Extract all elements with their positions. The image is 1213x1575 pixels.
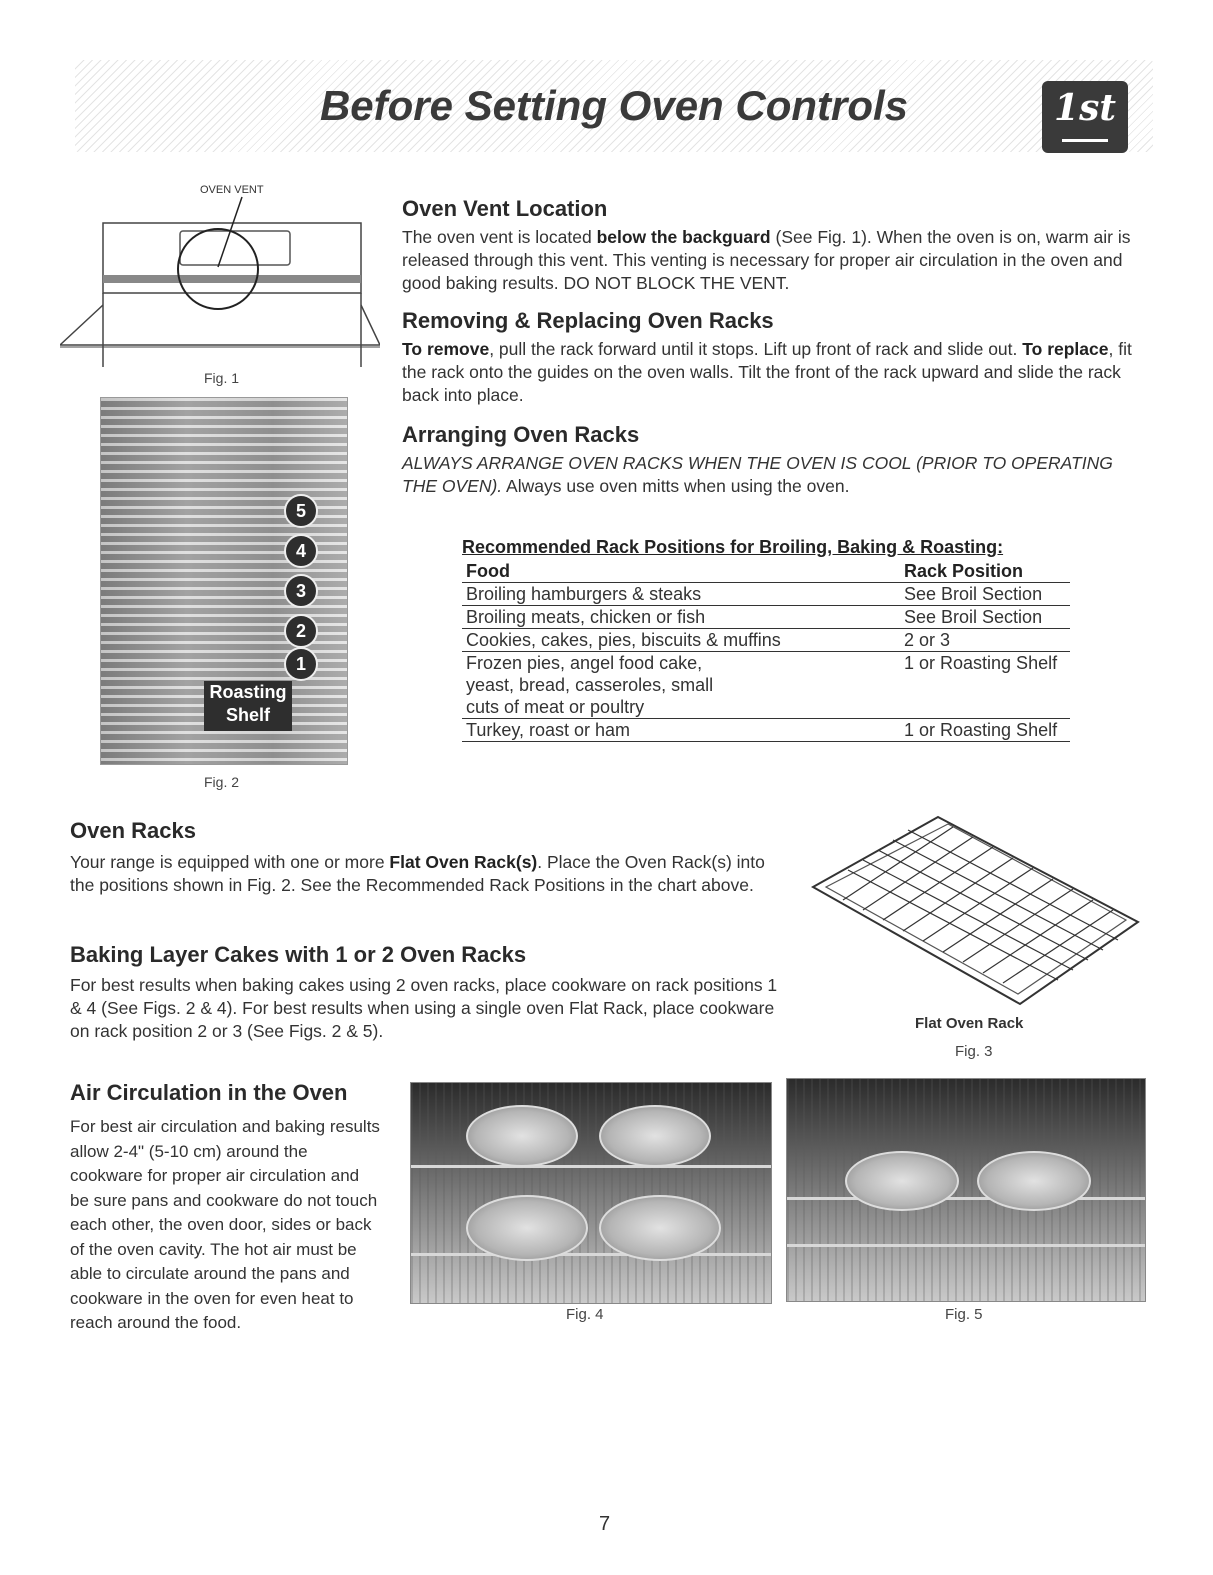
fig5-photo [786, 1078, 1146, 1302]
rack-number-2: 2 [284, 614, 318, 648]
fig1-caption: Fig. 1 [204, 370, 240, 386]
oven-vent-text: The oven vent is located below the backguard (See Fig. 1). When the oven is on, warm air is released through this vent. This venting is necessary for proper air circulation in the oven and good baking results. DO NOT BLOCK THE VENT. [402, 227, 1131, 293]
position-cell: See Broil Section [900, 606, 1070, 629]
fig5-lower-rack [787, 1244, 1145, 1247]
page-number: 7 [599, 1513, 611, 1535]
fig3-flat-rack-drawing [808, 812, 1148, 1012]
table-header-row [462, 560, 1070, 583]
position-cell [900, 696, 1070, 719]
page-title: Before Setting Oven Controls [319, 82, 909, 129]
fig5-rack [787, 1197, 1145, 1200]
position-cell: 2 or 3 [900, 629, 1070, 652]
food-cell: cuts of meat or poultry [462, 696, 900, 719]
oven-vent-heading: Oven Vent Location [402, 196, 608, 221]
fig5-caption: Fig. 5 [945, 1306, 983, 1323]
table-row [462, 583, 1070, 606]
fig2-caption: Fig. 2 [204, 774, 240, 790]
step-badge [1042, 81, 1128, 153]
position-cell [900, 674, 1070, 696]
rack-number-3: 3 [284, 574, 318, 608]
oven-racks-heading: Oven Racks [70, 818, 196, 843]
fig3-caption: Fig. 3 [955, 1043, 993, 1060]
fig4-cake-pan [599, 1105, 711, 1167]
fig1-label: OVEN VENT [200, 184, 264, 196]
fig4-caption: Fig. 4 [566, 1306, 604, 1323]
food-cell: yeast, bread, casseroles, small [466, 675, 714, 695]
arranging-heading: Arranging Oven Racks [402, 422, 640, 447]
fig4-cake-pan [599, 1195, 721, 1261]
table-row [462, 629, 1070, 652]
step-badge-underline [1062, 139, 1108, 142]
baking-heading: Baking Layer Cakes with 1 or 2 Oven Racks [70, 942, 527, 967]
col-food-header: Food [462, 560, 900, 583]
fig4-lower-rack [411, 1253, 771, 1256]
roasting-shelf-label [204, 681, 292, 731]
removing-text: To remove, pull the rack forward until it stops. Lift up front of rack and slide out. To replace, fit the rack onto the guides on the oven walls. Tilt the front of the rack upward and slide the rack back into place. [402, 339, 1132, 405]
food-cell: Broiling meats, chicken or fish [462, 606, 900, 629]
arranging-text: ALWAYS ARRANGE OVEN RACKS WHEN THE OVEN IS COOL (PRIOR TO OPERATING THE OVEN). Always use oven mitts when using the oven. [402, 453, 1113, 496]
position-cell: 1 or Roasting Shelf [900, 719, 1070, 742]
rack-number-1: 1 [284, 647, 318, 681]
fig4-cake-pan [466, 1105, 578, 1167]
removing-heading: Removing & Replacing Oven Racks [402, 308, 774, 333]
rack-number-4: 4 [284, 534, 318, 568]
oven-racks-text: Your range is equipped with one or more Flat Oven Rack(s). Place the Oven Rack(s) into the positions shown in Fig. 2. See the Recommended Rack Positions in the chart above. [70, 852, 765, 895]
food-cell: Turkey, roast or ham [462, 719, 900, 742]
fig3-label: Flat Oven Rack [915, 1015, 1024, 1032]
fig4-upper-rack [411, 1165, 771, 1168]
fig2-photo [100, 397, 348, 765]
table-row [462, 606, 1070, 629]
step-badge-text: 1st [1054, 87, 1116, 129]
table-row [462, 652, 1070, 675]
rack-table-title: Recommended Rack Positions for Broiling, Baking & Roasting: [462, 537, 1004, 557]
roasting-shelf-line1: Roasting [209, 682, 287, 702]
air-text: For best air circulation and baking results allow 2-4" (5-10 cm) around the cookware for proper air circulation and be sure pans and cookware do not touch each other, the oven door, sides or back of the oven cavity. The hot air must be able to circulate around the pans and cookware in the oven for even heat to reach around the food. [70, 1117, 380, 1332]
air-heading: Air Circulation in the Oven [70, 1080, 348, 1105]
food-cell: Broiling hamburgers & steaks [462, 583, 900, 606]
fig1-drawing [60, 195, 380, 375]
col-position-header: Rack Position [900, 560, 1070, 583]
fig4-photo [410, 1082, 772, 1304]
table-row [462, 696, 1070, 719]
header-banner [75, 60, 1153, 152]
food-cell: Frozen pies, angel food cake, [466, 653, 703, 673]
position-cell: See Broil Section [900, 583, 1070, 606]
fig5-cake-pan [845, 1151, 959, 1211]
position-cell: 1 or Roasting Shelf [904, 653, 1058, 673]
fig5-cake-pan [977, 1151, 1091, 1211]
fig4-cake-pan [466, 1195, 588, 1261]
rack-number-5: 5 [284, 494, 318, 528]
rack-position-table [462, 560, 1070, 742]
baking-text: For best results when baking cakes using 2 oven racks, place cookware on rack positions 1 & 4 (See Figs. 2 & 4). For best results when using a single oven Flat Rack, place cookware on rack position 2 or 3 (See Figs. 2 & 5). [70, 975, 778, 1041]
food-cell: Cookies, cakes, pies, biscuits & muffins [462, 629, 900, 652]
table-row [462, 719, 1070, 742]
table-row [462, 674, 1070, 696]
roasting-shelf-line2: Shelf [225, 705, 270, 725]
